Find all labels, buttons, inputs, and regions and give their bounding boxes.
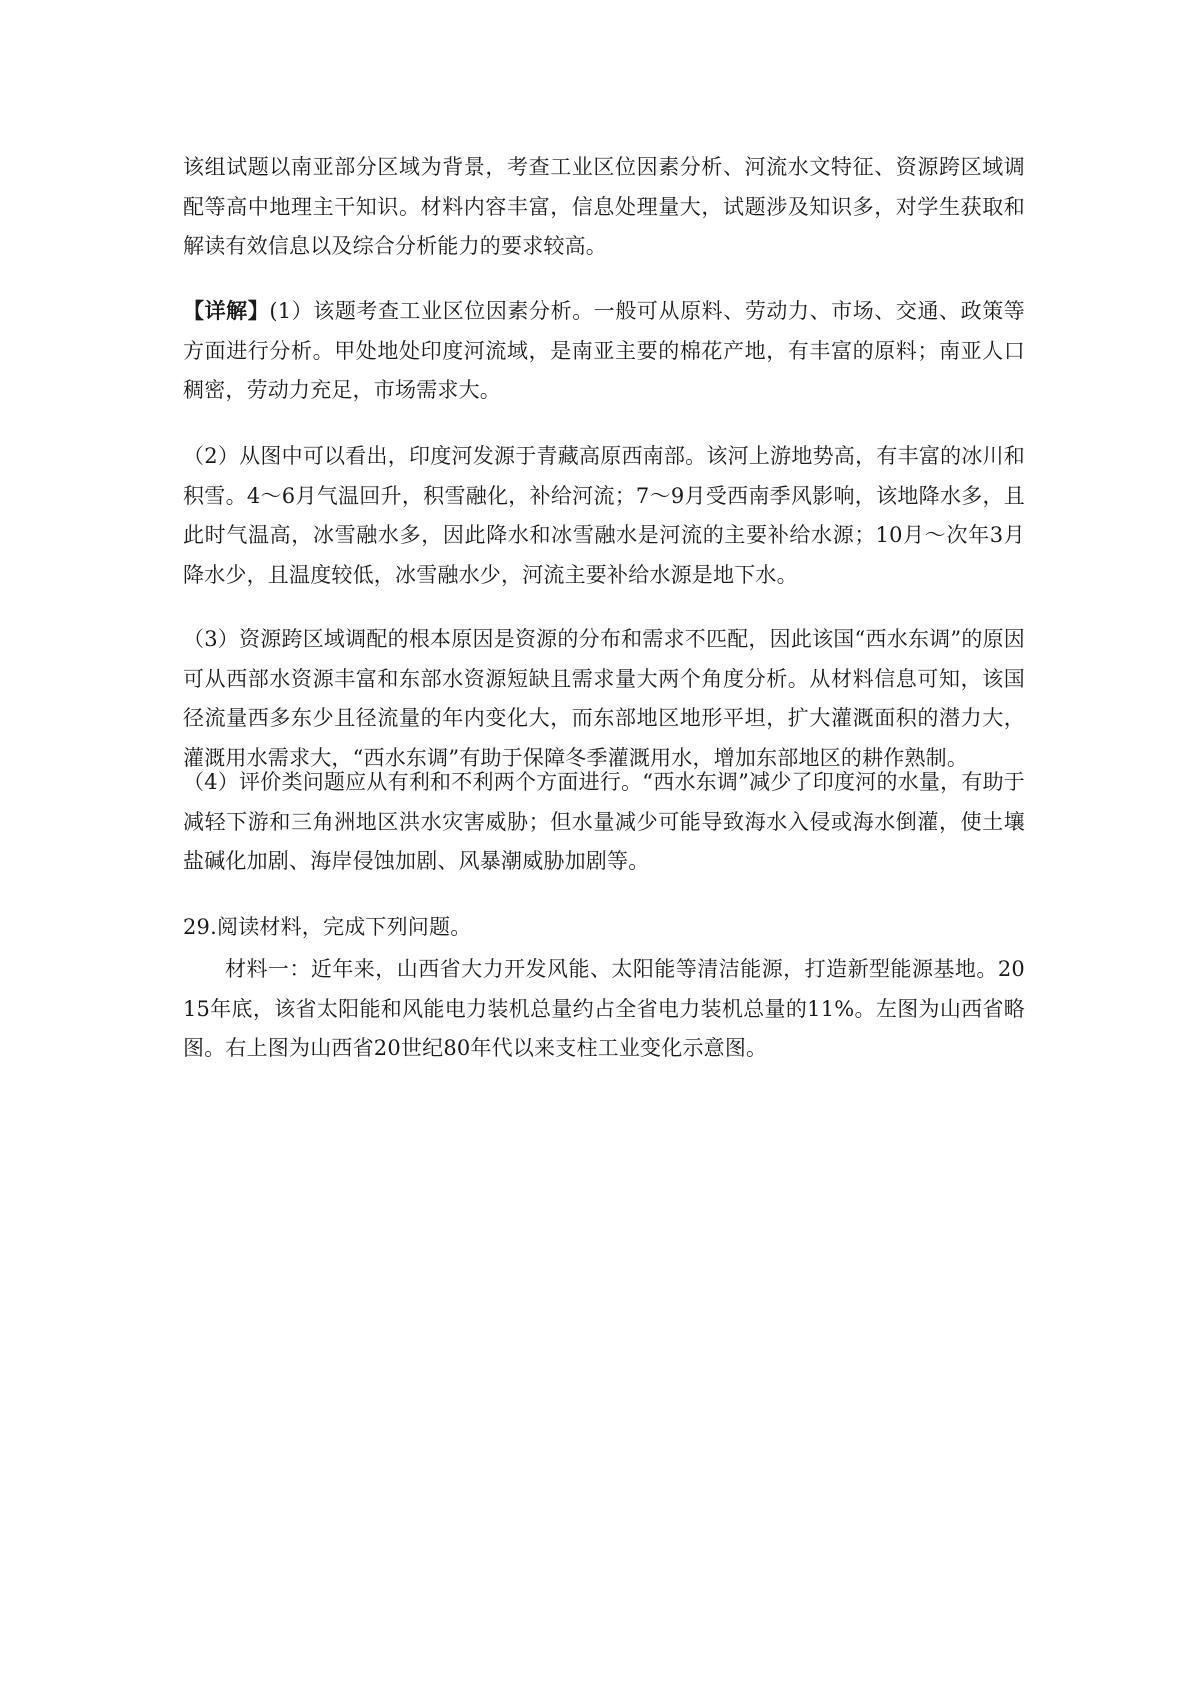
detail-label: 【详解】 bbox=[183, 298, 270, 323]
question-29-heading: 29.阅读材料，完成下列问题。 bbox=[183, 915, 472, 939]
detail-q1-text: (1）该题考查工业区位因素分析。一般可从原料、劳动力、市场、交通、政策等方面进行分析。甲处地处印度河流域，是南亚主要的棉花产地，有丰富的原料；南亚人口稠密，劳动力充足，市场需求大。 bbox=[183, 299, 1025, 402]
material-1-paragraph: 材料一：近年来，山西省大力开发风能、太阳能等清洁能源，打造新型能源基地。2015年底，该省太阳能和风能电力装机总量约占全省电力装机总量的11%。左图为山西省略图。右上图为山西省20世纪80年代以来支柱工业变化示意图。 bbox=[183, 957, 1025, 1060]
detail-q2-paragraph: （2）从图中可以看出，印度河发源于青藏高原西南部。该河上游地势高，有丰富的冰川和积雪。4～6月气温回升，积雪融化，补给河流；7～9月受西南季风影响，该地降水多，且此时气温高，冰雪融水多，因此降水和冰雪融水是河流的主要补给水源；10月～次年3月降水少，且温度较低，冰雪融水少，河流主要补给水源是地下水。 bbox=[183, 444, 1025, 587]
analysis-intro-paragraph: 该组试题以南亚部分区域为背景，考查工业区位因素分析、河流水文特征、资源跨区域调配等高中地理主干知识。材料内容丰富，信息处理量大，试题涉及知识多，对学生获取和解读有效信息以及综合分析能力的要求较高。 bbox=[183, 155, 1025, 258]
detail-q1-paragraph bbox=[183, 291, 1025, 411]
detail-q3-paragraph: （3）资源跨区域调配的根本原因是资源的分布和需求不匹配，因此该国“西水东调”的原因可从西部水资源丰富和东部水资源短缺且需求量大两个角度分析。从材料信息可知，该国径流量西多东少且径流量的年内变化大，而东部地区地形平坦，扩大灌溉面积的潜力大，灌溉用水需求大，“西水东调”有助于保障冬季灌溉用水，增加东部地区的耕作熟制。 bbox=[183, 627, 1025, 770]
detail-q4-paragraph: （4）评价类问题应从有利和不利两个方面进行。“西水东调”减少了印度河的水量，有助于减轻下游和三角洲地区洪水灾害威胁；但水量减少可能导致海水入侵或海水倒灌，使土壤盐碱化加剧、海岸侵蚀加剧、风暴潮威胁加剧等。 bbox=[183, 770, 1025, 873]
